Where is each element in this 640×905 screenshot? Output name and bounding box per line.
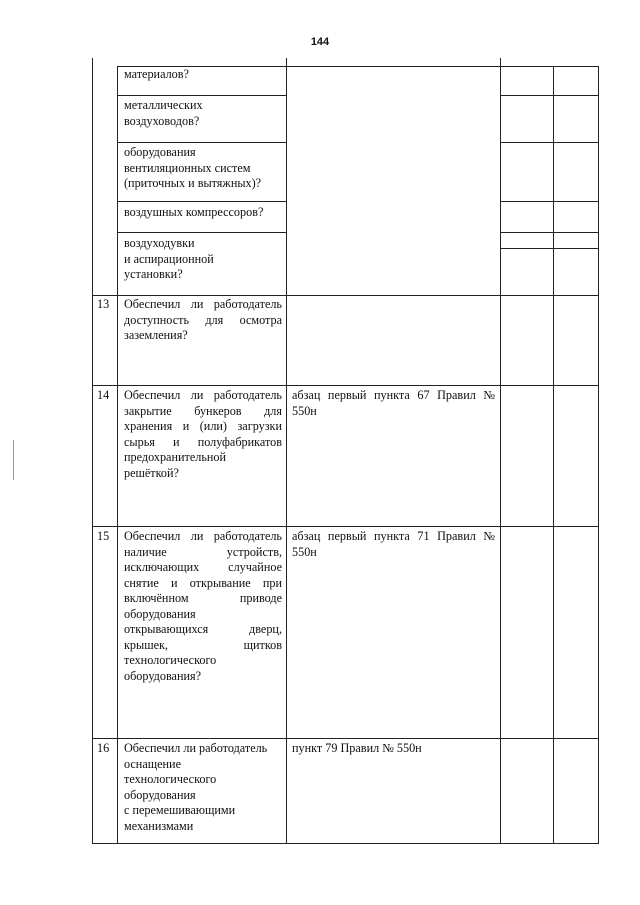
table-rule	[500, 95, 599, 96]
table-rule	[117, 201, 286, 202]
table-rule	[500, 232, 599, 233]
table-rule	[286, 58, 287, 66]
table-rule	[92, 526, 599, 527]
row-reference: пункт 79 Правил № 550н	[292, 741, 422, 755]
table-rule	[500, 66, 501, 844]
table-rule	[117, 232, 286, 233]
table-rule	[92, 295, 599, 296]
row-question: Обеспечил ли работодатель закрытие бункеров для хранения и (или) загрузки сырья и полуфабрикатов предохранительной решёткой?	[124, 388, 282, 480]
row-reference: абзац первый пункта 71 Правил № 550н	[292, 529, 495, 559]
table-rule	[117, 66, 118, 844]
table-rule	[92, 66, 93, 844]
table-rule	[92, 385, 599, 386]
table-rule	[500, 142, 599, 143]
table-rule	[117, 142, 286, 143]
table-rule	[500, 248, 599, 249]
page-number: 144	[310, 36, 330, 48]
row-number: 15	[97, 529, 110, 543]
table-rule	[286, 66, 287, 844]
row-question: Обеспечил ли работодатель оснащение технологического оборудования с перемешивающими механизмами	[124, 741, 268, 833]
table-rule	[553, 66, 554, 844]
table-rule	[500, 58, 501, 66]
table-rule	[500, 201, 599, 202]
table-rule	[92, 843, 599, 844]
row-number: 14	[97, 388, 110, 402]
scan-mark	[13, 440, 14, 480]
table-rule	[92, 58, 93, 66]
table-rule	[117, 95, 286, 96]
row-number: 16	[97, 741, 110, 755]
continued-item: материалов?	[124, 67, 189, 81]
row-reference: абзац первый пункта 67 Правил № 550н	[292, 388, 495, 418]
continued-item: воздушных компрессоров?	[124, 205, 264, 219]
continued-item: оборудования вентиляционных систем (приточных и вытяжных)?	[124, 145, 262, 190]
continued-item: воздуходувки и аспирационной установки?	[124, 236, 214, 281]
row-question: Обеспечил ли работодатель доступность для осмотра заземления?	[124, 297, 282, 342]
continued-item: металлических воздуховодов?	[124, 98, 203, 128]
table-rule	[598, 66, 599, 844]
table-rule	[92, 738, 599, 739]
row-question: Обеспечил ли работодатель наличие устройств, исключающих случайное снятие и открывание при включённом приводе оборудования открывающихся дверц, крышек, щитков технологического оборудования?	[124, 529, 282, 683]
row-number: 13	[97, 297, 110, 311]
